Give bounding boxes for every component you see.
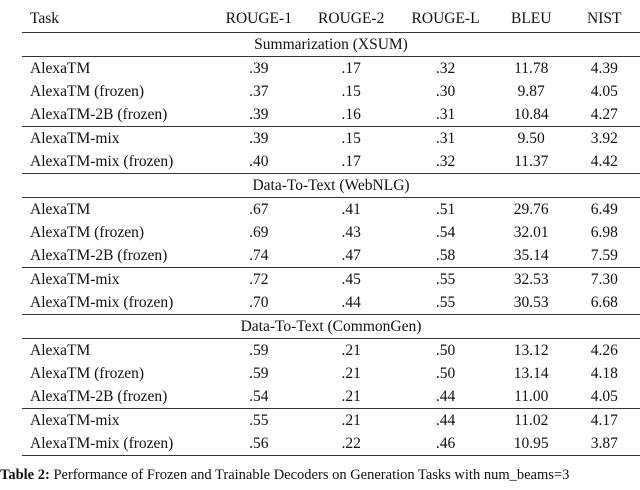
cell-nist: 4.39 bbox=[590, 60, 618, 77]
cell-nist: 4.42 bbox=[590, 153, 618, 170]
cell-task: AlexaTM bbox=[30, 60, 91, 77]
table-row bbox=[22, 268, 640, 292]
table-row bbox=[22, 385, 640, 409]
cell-nist: 4.05 bbox=[590, 83, 618, 100]
cell-bleu: 11.00 bbox=[514, 388, 549, 405]
cell-task: AlexaTM-2B (frozen) bbox=[30, 388, 168, 405]
header-rouge1: ROUGE-1 bbox=[212, 6, 305, 33]
section-header-row bbox=[22, 33, 640, 57]
cell-rougel: .44 bbox=[397, 409, 494, 433]
section-title: Data-To-Text (WebNLG) bbox=[22, 174, 640, 198]
cell-nist: 4.18 bbox=[590, 365, 618, 382]
cell-bleu: 32.53 bbox=[494, 268, 569, 292]
cell-task: AlexaTM-mix (frozen) bbox=[30, 294, 174, 311]
header-bleu: BLEU bbox=[494, 6, 569, 33]
cell-bleu: 32.01 bbox=[513, 224, 549, 241]
cell-rouge2: .17 bbox=[341, 153, 361, 170]
cell-rougel: .50 bbox=[435, 365, 456, 382]
cell-task: AlexaTM-mix bbox=[22, 268, 212, 292]
cell-rouge1: .67 bbox=[249, 201, 269, 218]
cell-nist: 7.59 bbox=[590, 247, 618, 264]
cell-task: AlexaTM (frozen) bbox=[30, 224, 145, 241]
cell-task: AlexaTM (frozen) bbox=[30, 365, 145, 382]
cell-rouge1: .40 bbox=[249, 153, 269, 170]
cell-bleu: 13.12 bbox=[513, 342, 549, 359]
cell-rouge2: .41 bbox=[341, 201, 361, 218]
table-row bbox=[22, 57, 640, 81]
caption-label: Table 2: bbox=[0, 467, 50, 483]
cell-task: AlexaTM-2B (frozen) bbox=[30, 247, 168, 264]
header-rougel: ROUGE-L bbox=[397, 6, 494, 33]
cell-bleu: 10.95 bbox=[494, 432, 569, 456]
cell-rouge1: .55 bbox=[212, 409, 305, 433]
cell-task: AlexaTM-mix (frozen) bbox=[22, 432, 212, 456]
cell-rougel: .51 bbox=[435, 201, 456, 218]
cell-rouge1: .72 bbox=[212, 268, 305, 292]
cell-rouge1: .39 bbox=[212, 127, 305, 151]
cell-rougel: .31 bbox=[397, 127, 494, 151]
cell-rougel: .31 bbox=[435, 106, 456, 123]
cell-nist: 4.26 bbox=[590, 342, 618, 359]
cell-rouge2: .21 bbox=[305, 409, 397, 433]
cell-bleu: 9.87 bbox=[517, 83, 545, 100]
cell-task: AlexaTM bbox=[30, 342, 91, 359]
cell-rouge2: .47 bbox=[341, 247, 361, 264]
cell-rougel: .46 bbox=[397, 432, 494, 456]
cell-rougel: .54 bbox=[435, 224, 456, 241]
table-row bbox=[22, 80, 640, 103]
cell-bleu: 10.84 bbox=[513, 106, 549, 123]
cell-rouge2: .17 bbox=[341, 60, 361, 77]
cell-nist: 6.68 bbox=[590, 294, 618, 311]
caption-text: Performance of Frozen and Trainable Decoders on Generation Tasks with num_beams=3 bbox=[53, 467, 570, 483]
table-row bbox=[22, 291, 640, 315]
cell-rouge1: .56 bbox=[212, 432, 305, 456]
table-row bbox=[22, 244, 640, 268]
table-row bbox=[22, 339, 640, 363]
cell-rouge1: .69 bbox=[249, 224, 269, 241]
results-table-container bbox=[22, 6, 640, 456]
table-caption bbox=[0, 467, 640, 484]
header-row bbox=[22, 6, 640, 33]
cell-nist: 4.27 bbox=[590, 106, 618, 123]
cell-nist: 6.98 bbox=[590, 224, 618, 241]
cell-rouge2: .43 bbox=[341, 224, 361, 241]
cell-rougel: .50 bbox=[435, 342, 456, 359]
cell-rouge2: .44 bbox=[341, 294, 361, 311]
header-nist: NIST bbox=[569, 6, 640, 33]
section-header-row bbox=[22, 315, 640, 339]
section-title: Data-To-Text (CommonGen) bbox=[22, 315, 640, 339]
cell-nist: 4.17 bbox=[569, 409, 640, 433]
cell-bleu: 29.76 bbox=[513, 201, 549, 218]
cell-rougel: .44 bbox=[435, 388, 456, 405]
cell-rouge1: .37 bbox=[249, 83, 269, 100]
section-header-row bbox=[22, 174, 640, 198]
cell-rouge1: .59 bbox=[249, 342, 269, 359]
cell-rouge1: .54 bbox=[249, 388, 269, 405]
cell-rouge1: .39 bbox=[249, 60, 269, 77]
cell-nist: 7.30 bbox=[569, 268, 640, 292]
cell-bleu: 9.50 bbox=[494, 127, 569, 151]
cell-rougel: .32 bbox=[435, 153, 456, 170]
cell-rouge1: .39 bbox=[249, 106, 269, 123]
header-rouge2: ROUGE-2 bbox=[305, 6, 397, 33]
table-body bbox=[22, 33, 640, 456]
table-row bbox=[22, 362, 640, 385]
cell-rouge2: .22 bbox=[305, 432, 397, 456]
cell-rouge1: .59 bbox=[249, 365, 269, 382]
cell-task: AlexaTM-2B (frozen) bbox=[30, 106, 168, 123]
cell-rouge2: .15 bbox=[341, 83, 361, 100]
cell-nist: 4.05 bbox=[590, 388, 618, 405]
table-row bbox=[22, 150, 640, 174]
table-row bbox=[22, 221, 640, 244]
cell-bleu: 35.14 bbox=[513, 247, 549, 264]
cell-task: AlexaTM-mix bbox=[22, 409, 212, 433]
cell-bleu: 11.02 bbox=[494, 409, 569, 433]
header-task: Task bbox=[22, 6, 212, 33]
cell-task: AlexaTM (frozen) bbox=[30, 83, 145, 100]
cell-rouge1: .70 bbox=[249, 294, 269, 311]
cell-rougel: .55 bbox=[397, 268, 494, 292]
cell-rouge2: .21 bbox=[341, 365, 361, 382]
cell-bleu: 11.37 bbox=[514, 153, 549, 170]
cell-bleu: 13.14 bbox=[513, 365, 549, 382]
cell-rougel: .32 bbox=[435, 60, 456, 77]
cell-nist: 3.87 bbox=[569, 432, 640, 456]
cell-nist: 6.49 bbox=[590, 201, 618, 218]
cell-task: AlexaTM-mix bbox=[22, 127, 212, 151]
table-row bbox=[22, 103, 640, 127]
cell-rouge2: .21 bbox=[341, 388, 361, 405]
cell-task: AlexaTM-mix (frozen) bbox=[30, 153, 174, 170]
cell-task: AlexaTM bbox=[30, 201, 91, 218]
cell-rouge2: .21 bbox=[341, 342, 361, 359]
cell-rougel: .55 bbox=[435, 294, 456, 311]
table-row bbox=[22, 198, 640, 222]
table-row bbox=[22, 432, 640, 456]
cell-rouge1: .74 bbox=[249, 247, 269, 264]
results-table bbox=[22, 6, 640, 456]
table-row bbox=[22, 409, 640, 433]
section-title: Summarization (XSUM) bbox=[22, 33, 640, 57]
cell-rougel: .58 bbox=[435, 247, 456, 264]
table-row bbox=[22, 127, 640, 151]
cell-rougel: .30 bbox=[435, 83, 456, 100]
cell-rouge2: .15 bbox=[305, 127, 397, 151]
cell-rouge2: .16 bbox=[341, 106, 361, 123]
cell-bleu: 30.53 bbox=[513, 294, 549, 311]
cell-bleu: 11.78 bbox=[514, 60, 549, 77]
cell-rouge2: .45 bbox=[305, 268, 397, 292]
cell-nist: 3.92 bbox=[569, 127, 640, 151]
